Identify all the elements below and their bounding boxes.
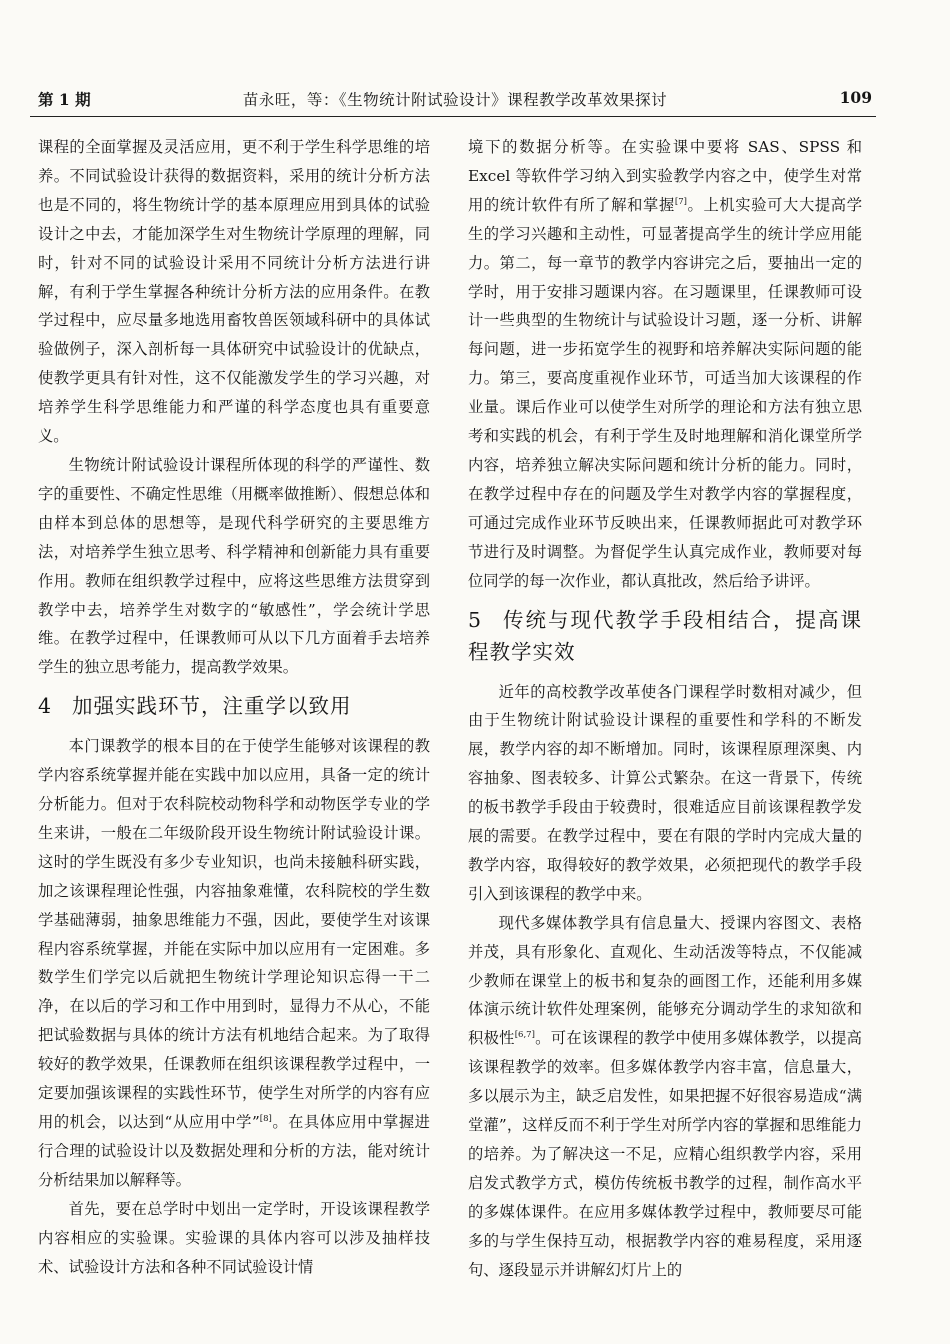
citation-ref: [6,7] [514, 1030, 535, 1041]
section-heading-4 [38, 690, 430, 722]
paragraph: 课程的全面掌握及灵活应用，更不利于学生科学思维的培养。不同试验设计获得的数据资料，采用的统计分析方法也是不同的，将生物统计学的基本原理应用到具体的试验设计之中去，才能加深学生对生物统计学原理的理解，同时，针对不同的试验设计采用不同统计分析方法进行讲解，有利于学生掌握各种统计分析方法的应用条件。在教学过程中，应尽量多地选用畜牧兽医领域科研中的具体试验做例子，深入剖析每一具体研究中试验设计的优缺点，使教学更具有针对性，这不仅能激发学生的学习兴趣，对培养学生科学思维能力和严谨的科学态度也具有重要意义。 [38, 138, 430, 446]
paragraph [468, 909, 862, 1285]
paragraph: 首先，要在总学时中划出一定学时，开设该课程教学内容相应的实验课。实验课的具体内容可以涉及抽样技术、试验设计方法和各种不同试验设计情 [38, 1199, 430, 1276]
paragraph [468, 133, 862, 596]
section-heading-5 [468, 604, 862, 668]
paragraph-text: 境下的数据分析等。在实验课中要将 SAS、SPSS 和 Excel 等软件学习纳入到实验教学内容之中，使学生对常用的统计软件有所了解和掌握 [468, 138, 862, 214]
page-number: 109 [839, 88, 872, 107]
running-header [38, 88, 872, 118]
paragraph [38, 732, 430, 1195]
running-title: 苗永旺，等：《生物统计附试验设计》课程教学改革效果探讨 [242, 91, 668, 109]
section-title: 传统与现代教学手段相结合，提高课程教学实效 [468, 607, 862, 664]
citation-ref: [7] [674, 196, 687, 207]
paragraph-text: 本门课教学的根本目的在于使学生能够对该课程的教学内容系统掌握并能在实践中加以应用，具备一定的统计分析能力。但对于农科院校动物科学和动物医学专业的学生来讲，一般在二年级阶段开设生物统计附试验设计课。这时的学生既没有多少专业知识，也尚未接触科研实践，加之该课程理论性强，内容抽象难懂，农科院校的学生数学基础薄弱，抽象思维能力不强，因此，要使学生对该课程内容系统掌握，并能在实际中加以应用有一定困难。多数学生们学完以后就把生物统计学理论知识忘得一干二净，在以后的学习和工作中用到时，显得力不从心，不能把试验数据与具体的统计方法有机地结合起来。为了取得较好的教学效果，任课教师在组织该课程教学过程中，一定要加强该课程的实践性环节，使学生对所学的内容有应用的机会，以达到“从应用中学” [38, 737, 430, 1131]
section-number: 4 [38, 694, 53, 719]
section-title: 加强实践环节，注重学以致用 [72, 694, 352, 719]
paragraph-text: 。可在该课程的教学中使用多媒体教学，以提高该课程教学的效率。但多媒体教学内容丰富，信息量大，多以展示为主，缺乏启发性，如果把握不好很容易造成“满堂灌”，这样反而不利于学生对所学内容的掌握和思维能力的培养。为了解决这一不足，应精心组织教学内容，采用启发式教学方式，模仿传统板书教学的过程，制作高水平的多媒体课件。在应用多媒体教学过程中，教师要尽可能多的与学生保持互动，根据教学内容的难易程度，采用逐句、逐段显示并讲解幻灯片上的 [468, 1029, 862, 1279]
paragraph-text: 现代多媒体教学具有信息量大、授课内容图文、表格并茂，具有形象化、直观化、生动活泼等特点，不仅能减少教师在课堂上的板书和复杂的画图工作，还能利用多媒体演示统计软件处理案例，能够充分调动学生的求知欲和积极性 [468, 913, 862, 1048]
paragraph: 近年的高校教学改革使各门课程学时数相对减少，但由于生物统计附试验设计课程的重要性和学科的不断发展，教学内容的却不断增加。同时，该课程原理深奥、内容抽象、图表较多、计算公式繁杂。在这一背景下，传统的板书教学手段由于较费时，很难适应目前该课程教学发展的需要。在教学过程中，要在有限的学时内完成大量的教学内容，取得较好的教学效果，必须把现代的教学手段引入到该课程的教学中来。 [468, 682, 862, 903]
right-column [468, 133, 862, 1285]
paragraph: 生物统计附试验设计课程所体现的科学的严谨性、数字的重要性、不确定性思维（用概率做推断）、假想总体和由样本到总体的思想等，是现代科学研究的主要思维方法，对培养学生独立思考、科学精神和创新能力具有重要作用。教师在组织教学过程中，应将这些思维方法贯穿到教学中去，培养学生对数字的“敏感性”，学会统计学思维。在教学过程中，任课教师可从以下几方面着手去培养学生的独立思考能力，提高教学效果。 [38, 455, 430, 677]
paragraph-text: 。在具体应用中掌握进行合理的试验设计以及数据处理和分析的方法，能对统计分析结果加以解释等。 [38, 1113, 430, 1189]
citation-ref: [8] [259, 1114, 272, 1124]
paragraph-text: 。上机实验可大大提高学生的学习兴趣和主动性，可显著提高学生的统计学应用能力。第二，每一章节的教学内容讲完之后，要抽出一定的学时，用于安排习题课内容。在习题课里，任课教师可设计一些典型的生物统计与试验设计习题，逐一分析、讲解每问题，进一步拓宽学生的视野和培养解决实际问题的能力。第三，要高度重视作业环节，可适当加大该课程的作业量。课后作业可以使学生对所学的理论和方法有独立思考和实践的机会，有利于学生及时地理解和消化课堂所学内容，培养独立解决实际问题和统计分析的能力。同时，在教学过程中存在的问题及学生对教学内容的掌握程度，可通过完成作业环节反映出来，任课教师据此可对教学环节进行及时调整。为督促学生认真完成作业，教师要对每位同学的每一次作业，都认真批改，然后给予讲评。 [468, 195, 862, 590]
issue-number: 第 1 期 [38, 90, 91, 109]
left-column [38, 133, 430, 1281]
header-rule [30, 116, 876, 117]
section-number: 5 [468, 607, 483, 632]
